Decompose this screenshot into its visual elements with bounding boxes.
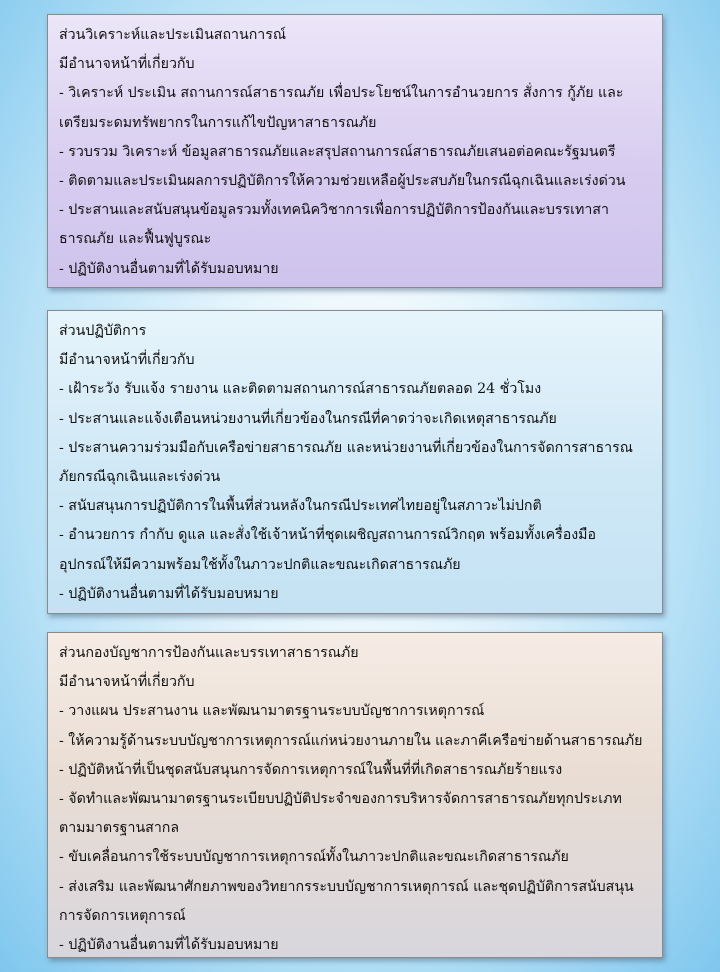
duty-line: - ปฏิบัติงานอื่นตามที่ได้รับมอบหมาย: [59, 585, 279, 602]
duty-line: - ปฏิบัติหน้าที่เป็นชุดสนับสนุนการจัดการเหตุการณ์ในพื้นที่ที่เกิดสาธารณภัยร้ายแรง: [59, 761, 563, 778]
duty-line: ธารณภัย และฟื้นฟูบูรณะ: [59, 231, 212, 248]
section-title: ส่วนวิเคราะห์และประเมินสถานการณ์: [59, 27, 287, 43]
duty-line: - ขับเคลื่อนการใช้ระบบบัญชาการเหตุการณ์ทั้งในภาวะปกติและขณะเกิดสาธารณภัย: [59, 849, 569, 866]
section-subtitle: มีอำนาจหน้าที่เกี่ยวกับ: [59, 56, 195, 73]
section-title: ส่วนปฏิบัติการ: [59, 323, 147, 339]
duty-line: - จัดทำและพัฒนามาตรฐานระเบียบปฏิบัติประจำของการบริหารจัดการสาธารณภัยทุกประเภท: [59, 791, 622, 808]
duty-line: - ปฏิบัติงานอื่นตามที่ได้รับมอบหมาย: [59, 260, 279, 277]
section-analysis-box: [47, 14, 663, 288]
section-command-box: [47, 632, 663, 958]
section-subtitle: มีอำนาจหน้าที่เกี่ยวกับ: [59, 674, 195, 691]
duty-line: - ให้ความรู้ด้านระบบบัญชาการเหตุการณ์แก่หน่วยงานภายใน และภาคีเครือข่ายด้านสาธารณภัย: [59, 732, 643, 749]
duty-line: - วิเคราะห์ ประเมิน สถานการณ์สาธารณภัย เพื่อประโยชน์ในการอำนวยการ สั่งการ กู้ภัย และ: [59, 85, 624, 102]
duty-line: - ติดตามและประเมินผลการปฏิบัติการให้ความช่วยเหลือผู้ประสบภัยในกรณีฉุกเฉินและเร่งด่วน: [59, 173, 626, 190]
duty-line: - วางแผน ประสานงาน และพัฒนามาตรฐานระบบบัญชาการเหตุการณ์: [59, 703, 485, 720]
duty-line: - สนับสนุนการปฏิบัติการในพื้นที่ส่วนหลังในกรณีประเทศไทยอยู่ในสภาวะไม่ปกติ: [59, 498, 542, 515]
section-title: ส่วนกองบัญชาการป้องกันและบรรเทาสาธารณภัย: [59, 645, 359, 661]
duty-line: ภัยกรณีฉุกเฉินและเร่งด่วน: [59, 469, 221, 486]
duty-line: อุปกรณ์ให้มีความพร้อมใช้ทั้งในภาวะปกติและขณะเกิดสาธารณภัย: [59, 556, 461, 573]
duty-line: - ประสานและแจ้งเตือนหน่วยงานที่เกี่ยวข้องในกรณีที่คาดว่าจะเกิดเหตุสาธารณภัย: [59, 410, 557, 427]
duty-line: ตามมาตรฐานสากล: [59, 820, 180, 837]
duty-line: การจัดการเหตุการณ์: [59, 907, 186, 924]
section-operations-box: [47, 310, 663, 614]
duty-line: - อำนวยการ กำกับ ดูแล และสั่งใช้เจ้าหน้าที่ชุดเผชิญสถานการณ์วิกฤต พร้อมทั้งเครื่องมือ: [59, 527, 597, 544]
duty-line: - ประสานความร่วมมือกับเครือข่ายสาธารณภัย และหน่วยงานที่เกี่ยวข้องในการจัดการสาธารณ: [59, 439, 633, 456]
duty-line: - ประสานและสนับสนุนข้อมูลรวมทั้งเทคนิควิชาการเพื่อการปฏิบัติการป้องกันและบรรเทาสา: [59, 202, 609, 219]
duty-line: - ส่งเสริม และพัฒนาศักยภาพของวิทยากรระบบบัญชาการเหตุการณ์ และชุดปฏิบัติการสนับสนุน: [59, 878, 634, 895]
duty-line: - เฝ้าระวัง รับแจ้ง รายงาน และติดตามสถานการณ์สาธารณภัยตลอด 24 ชั่วโมง: [59, 381, 542, 398]
duty-line: - รวบรวม วิเคราะห์ ข้อมูลสาธารณภัยและสรุปสถานการณ์สาธารณภัยเสนอต่อคณะรัฐมนตรี: [59, 143, 616, 160]
section-subtitle: มีอำนาจหน้าที่เกี่ยวกับ: [59, 352, 195, 369]
duty-line: เตรียมระดมทรัพยากรในการแก้ไขปัญหาสาธารณภัย: [59, 114, 377, 131]
duty-line: - ปฏิบัติงานอื่นตามที่ได้รับมอบหมาย: [59, 937, 279, 954]
